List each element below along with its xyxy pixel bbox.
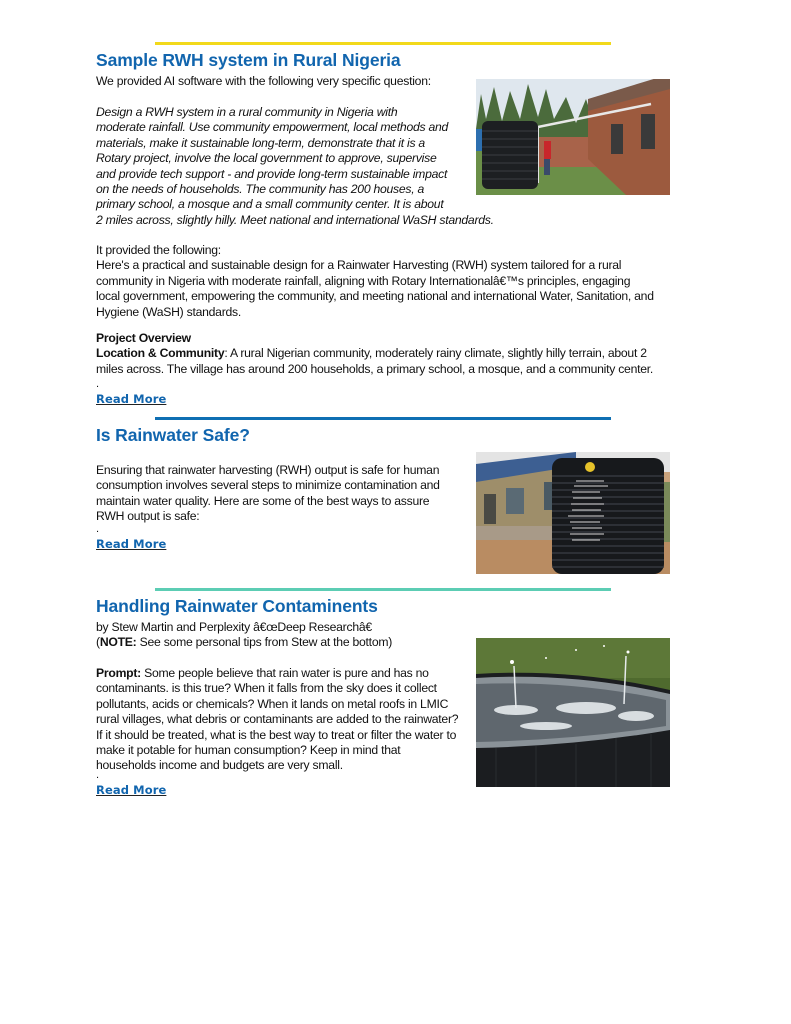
- section-body: [96, 463, 440, 525]
- question-line: materials, make it sustainable long-term, demonstrate that it is a: [96, 135, 425, 150]
- question-line: primary school, a mosque and a small community center. It is about: [96, 197, 444, 212]
- response-line: Hygiene (WaSH) standards.: [96, 304, 242, 319]
- location-line: [96, 346, 653, 361]
- note-paren: (: [96, 635, 100, 650]
- prompt-line: pollutants, acids or chemicals? When it lands on metal roofs in LMIC: [96, 696, 449, 711]
- prompt-line: contaminants. is this true? When it falls from the sky does it collect: [96, 681, 437, 696]
- body-line: RWH output is safe:: [96, 509, 200, 524]
- note-line: [96, 635, 392, 650]
- section-divider-teal: [155, 588, 611, 591]
- question-line: and provide tech support - and provide long-term sustainable impact: [96, 166, 448, 181]
- overview-heading: Project Overview: [96, 331, 191, 345]
- section-divider-yellow: [155, 42, 611, 45]
- byline: by Stew Martin and Perplexity â€œDeep Researchâ€: [96, 620, 372, 634]
- response-intro: It provided the following:: [96, 243, 221, 257]
- byline-block: [96, 620, 392, 651]
- ai-question-text: [96, 105, 494, 228]
- response-line: local government, empowering the community, and meeting national and international Water, Sanitation, and: [96, 289, 654, 304]
- body-line: consumption involves several steps to minimize contamination and: [96, 478, 440, 493]
- body-line: Ensuring that rainwater harvesting (RWH) output is safe for human: [96, 463, 440, 477]
- section-title: Sample RWH system in Rural Nigeria: [96, 50, 401, 70]
- prompt-line: households income and budgets are very small.: [96, 758, 343, 773]
- question-line: 2 miles across, slightly hilly. Meet national and international WaSH standards.: [96, 212, 494, 227]
- separator-dot: .: [96, 378, 100, 390]
- prompt-line: rural villages, what debris or contaminants are added to the rainwater?: [96, 712, 459, 727]
- question-line: moderate rainfall. Use community empowerment, local methods and: [96, 120, 449, 135]
- location-text: : A rural Nigerian community, moderately rainy climate, slightly hilly terrain, about 2: [224, 346, 647, 361]
- prompt-label: Prompt:: [96, 666, 141, 680]
- separator-dot: .: [96, 523, 100, 535]
- question-line: Design a RWH system in a rural community in Nigeria with: [96, 105, 398, 119]
- read-more-link[interactable]: Read More: [96, 537, 167, 551]
- separator-dot: .: [96, 769, 100, 781]
- read-more-link[interactable]: Read More: [96, 392, 167, 406]
- note-label: NOTE:: [99, 635, 137, 650]
- section-title: Handling Rainwater Contaminents: [96, 596, 378, 616]
- body-line: maintain water quality. Here are some of the best ways to assure: [96, 493, 430, 508]
- response-line: community in Nigeria with moderate rainfall, aligning with Rotary Internationalâ€™s principles, engaging: [96, 273, 631, 288]
- question-line: on the needs of households. The community has 200 houses, a: [96, 182, 425, 197]
- response-line: Here's a practical and sustainable design for a Rainwater Harvesting (RWH) system tailored for a rural: [96, 258, 622, 273]
- rotary-tank-photo: [476, 452, 670, 574]
- prompt-block: [96, 666, 458, 774]
- ai-response-text: [96, 243, 654, 320]
- section-divider-blue: [155, 417, 611, 420]
- location-line: miles across. The village has around 200 households, a primary school, a mosque, and a community center.: [96, 361, 654, 376]
- water-tank-photo: [476, 79, 670, 195]
- section-intro: We provided AI software with the following very specific question:: [96, 74, 431, 88]
- prompt-line: [96, 666, 458, 681]
- rain-barrel-photo: [476, 638, 670, 787]
- section-title: Is Rainwater Safe?: [96, 425, 250, 445]
- project-overview: [96, 331, 653, 377]
- prompt-line: If it should be treated, what is the best way to treat or filter the water to: [96, 727, 457, 742]
- note-text: See some personal tips from Stew at the bottom): [136, 635, 393, 650]
- prompt-line: make it potable for human consumption? Keep in mind that: [96, 743, 401, 758]
- prompt-text: Some people believe that rain water is pure and has no: [140, 666, 429, 680]
- read-more-link[interactable]: Read More: [96, 783, 167, 797]
- question-line: Rotary project, involve the local government to approve, supervise: [96, 151, 437, 166]
- location-label: Location & Community: [96, 346, 225, 361]
